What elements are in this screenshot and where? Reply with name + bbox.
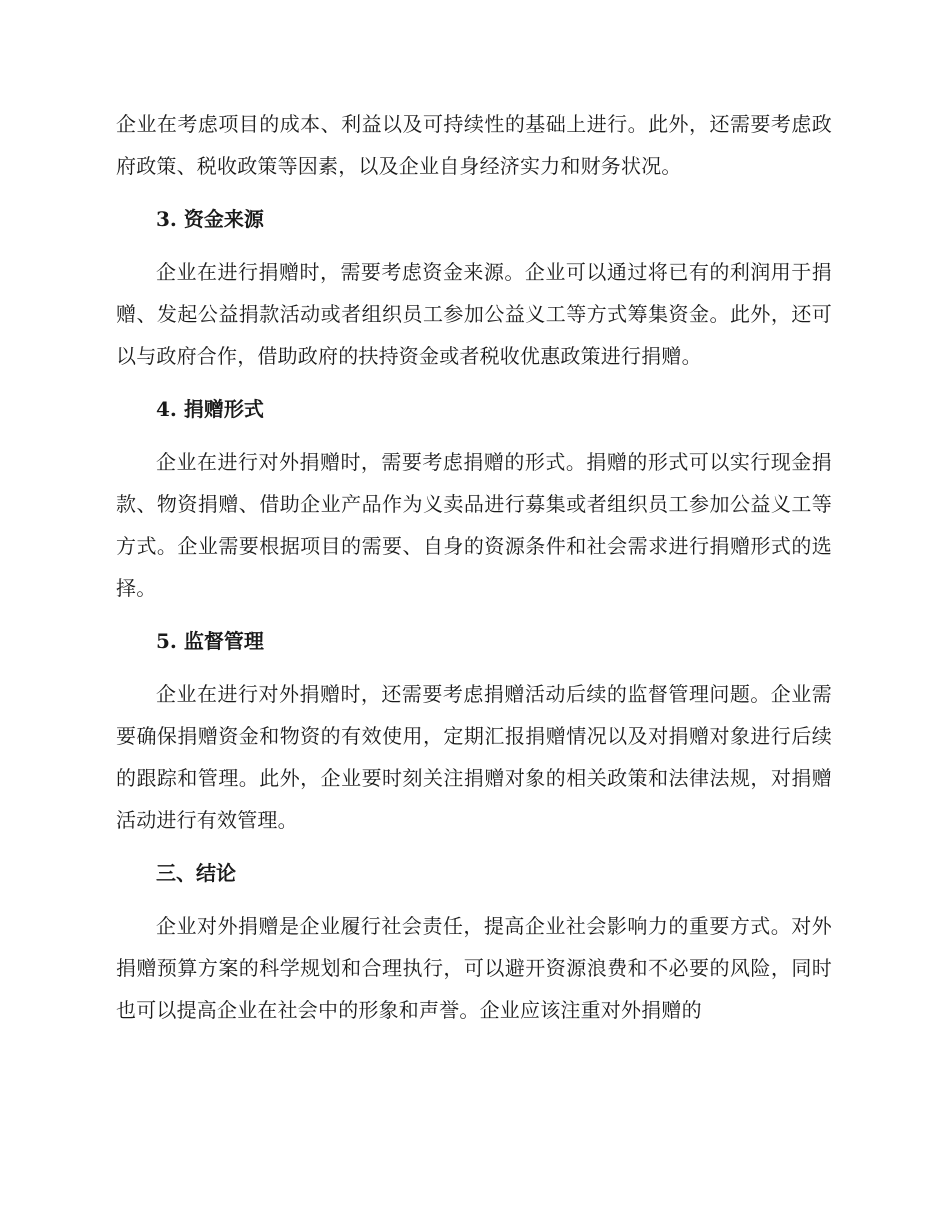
document-page	[116, 103, 832, 1031]
heading-funding-source: 3. 资金来源	[156, 207, 264, 231]
paragraph-funding-source: 企业在进行捐赠时，需要考虑资金来源。企业可以通过将已有的利润用于捐赠、发起公益捐款活动或者组织员工参加公益义工等方式筹集资金。此外，还可以与政府合作，借助政府的扶持资金或者税收优惠政策进行捐赠。	[116, 260, 832, 368]
heading-donation-form: 4. 捐赠形式	[156, 397, 264, 421]
heading-supervision: 5. 监督管理	[156, 629, 264, 653]
paragraph-donation-form: 企业在进行对外捐赠时，需要考虑捐赠的形式。捐赠的形式可以实行现金捐款、物资捐赠、借助企业产品作为义卖品进行募集或者组织员工参加公益义工等方式。企业需要根据项目的需要、自身的资源条件和社会需求进行捐赠形式的选择。	[116, 450, 832, 600]
paragraph-conclusion: 企业对外捐赠是企业履行社会责任，提高企业社会影响力的重要方式。对外捐赠预算方案的科学规划和合理执行，可以避开资源浪费和不必要的风险，同时也可以提高企业在社会中的形象和声誉。企业应该注重对外捐赠的	[116, 914, 832, 1022]
paragraph-supervision: 企业在进行对外捐赠时，还需要考虑捐赠活动后续的监督管理问题。企业需要确保捐赠资金和物资的有效使用，定期汇报捐赠情况以及对捐赠对象进行后续的跟踪和管理。此外，企业要时刻关注捐赠对象的相关政策和法律法规，对捐赠活动进行有效管理。	[116, 682, 832, 832]
heading-conclusion: 三、结论	[156, 861, 236, 885]
paragraph-cost-benefit: 企业在考虑项目的成本、利益以及可持续性的基础上进行。此外，还需要考虑政府政策、税收政策等因素，以及企业自身经济实力和财务状况。	[116, 112, 832, 178]
